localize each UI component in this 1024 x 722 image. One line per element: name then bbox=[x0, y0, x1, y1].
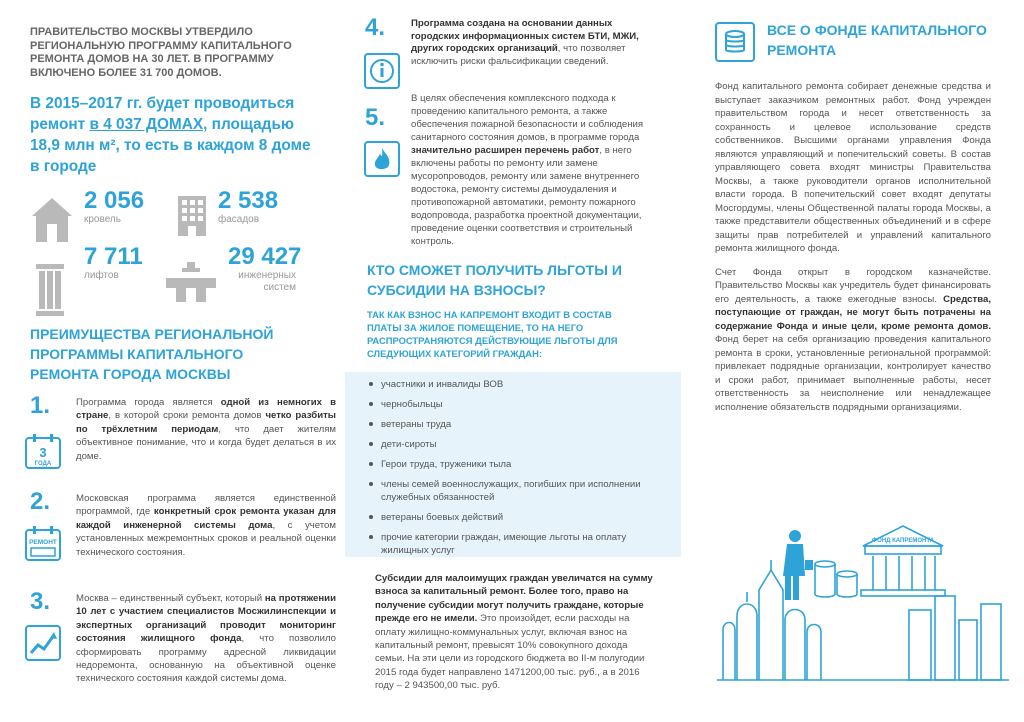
program-number-4: 4. bbox=[365, 14, 386, 41]
fund-paragraph-1: Фонд капитального ремонта собирает денежные средства и выступает заказчиком ремонтных работ. Фонд учрежден правительством города и несет ответственность за сохранность и целевое использование средств собственников. Высшими органами управления Фонда являются управляющий и попечительский советы. В состав управляющего совета входят министры Правительства Москвы, а также руководители органов исполнительной власти города. В попечительский совет входят депутаты Мосгордумы, члены Общественной палаты города Москвы, а также представители общественных объединений и в сфере защиты прав потребителей и управлений капитального ремонта жилищного фонда. bbox=[715, 81, 991, 254]
advantage-text-3: Москва – единственный субъект, который на протяжении 10 лет с участием специалистов Мосжилинспекции и экспертных организаций проводит мониторинг состояния жилищного фонда, что позволило сформировать программу адресной ликвидации недоремонта, основанную на объективной оценке технического состояния каждой системы дома. bbox=[76, 593, 336, 685]
intro-text: ПРАВИТЕЛЬСТВО МОСКВЫ УТВЕРДИЛО РЕГИОНАЛЬНУЮ ПРОГРАММУ КАПИТАЛЬНОГО РЕМОНТА ДОМОВ НА 30 ЛЕТ. В ПРОГРАММУ ВКЛЮЧЕНО БОЛЕЕ 31 700 ДОМОВ. bbox=[30, 26, 292, 79]
fund-illustration bbox=[713, 520, 1013, 700]
benefits-title: КТО СМОЖЕТ ПОЛУЧИТЬ ЛЬГОТЫ И СУБСИДИИ НА ВЗНОСЫ? bbox=[367, 262, 622, 298]
stat-lifts-number: 7 711 bbox=[84, 243, 143, 270]
svg-text:3: 3 bbox=[39, 445, 47, 460]
column-left bbox=[0, 0, 341, 722]
list-item: чернобыльцы bbox=[373, 398, 671, 411]
fund-paragraph-2: Счет Фонда открыт в городском казначействе. Правительство Москвы как учредитель будет финансировать его деятельность, а также ежегодные взносы. Средства, поступающие от граждан, не могут быть потрачены на содержание Фонда и иные цели, кроме ремонта домов. Фонд берет на себя организацию проведения капитального ремонта в сроки, установленные региональной программой: привлекает подрядные организации, контролирует качество и сроки работ, принимает выполненные работы, несет ответственность за неисполнение или ненадлежащее исполнение обязательств подрядными организациями. bbox=[715, 266, 991, 413]
list-item: члены семей военнослужащих, погибших при исполнении служебных обязанностей bbox=[373, 478, 671, 504]
list-item: прочие категории граждан, имеющие льготы на оплату жилищных услуг bbox=[373, 531, 671, 557]
list-item: ветераны боевых действий bbox=[373, 511, 671, 524]
stat-roofs bbox=[84, 188, 144, 226]
pipe-icon bbox=[162, 262, 220, 304]
benefits-list bbox=[345, 372, 681, 557]
stat-lifts bbox=[84, 244, 143, 282]
house-icon bbox=[30, 196, 74, 244]
column-right bbox=[683, 0, 1024, 722]
stat-roofs-label: кровель bbox=[84, 214, 121, 225]
building-icon bbox=[176, 194, 208, 238]
program-text-4: Программа создана на основании данных городских информационных систем БТИ, МЖИ, других городских организаций, что позволяет исключить риски фальсификации сведений. bbox=[411, 18, 639, 67]
column-icon bbox=[36, 264, 64, 316]
fund-title: ВСЕ О ФОНДЕ КАПИТАЛЬНОГО РЕМОНТА bbox=[767, 22, 987, 58]
stat-eng bbox=[228, 244, 301, 294]
stat-roofs-number: 2 056 bbox=[84, 187, 145, 214]
big-stat-part2: , площадью 18,9 млн м², то есть в каждом 8 доме в городе bbox=[30, 116, 311, 175]
program-text-5: В целях обеспечения комплексного подхода к проведению капитального ремонта, а также обеспечения пожарной безопасности и соблюдения санитарного состояния домов, в программе города значительно расширен перечень работ, в него включены работы по ремонту или замене мусоропроводов, ремонту или замене внутреннего водостока, ремонту системы дымоудаления и противопожарной автоматики, ремонту пожарного водопровода, разработка проектной документации, проведение оценки соответствия и строительный контроль. bbox=[411, 93, 644, 247]
list-item: Герои труда, труженики тыла bbox=[373, 458, 671, 471]
benefits-subtitle: ТАК КАК ВЗНОС НА КАПРЕМОНТ ВХОДИТ В СОСТАВ ПЛАТЫ ЗА ЖИЛОЕ ПОМЕЩЕНИЕ, ТО НА НЕГО РАСПРОСТРАНЯЮТСЯ ДЕЙСТВУЮЩИЕ ЛЬГОТЫ ДЛЯ СЛЕДУЮЩИХ КАТЕГОРИЙ ГРАЖДАН: bbox=[367, 309, 618, 359]
stat-facades-number: 2 538 bbox=[218, 187, 279, 214]
advantage-number-1: 1. bbox=[30, 392, 51, 419]
svg-text:ГОДА: ГОДА bbox=[34, 461, 52, 467]
fund-description bbox=[715, 80, 991, 424]
advantage-number-2: 2. bbox=[30, 488, 51, 515]
stat-eng-label: инженерных систем bbox=[238, 270, 296, 293]
list-item: ветераны труда bbox=[373, 418, 671, 431]
stat-facades-label: фасадов bbox=[218, 214, 260, 225]
advantage-text-2: Московская программа является единственной программой, где конкретный срок ремонта указан для каждой инженерной системы дома, с учетом установленных межремонтных сроков и реальной оценки технического состояния. bbox=[76, 493, 336, 558]
big-stat-part1: В 2015–2017 гг. будет проводиться ремонт bbox=[30, 95, 295, 133]
big-stat bbox=[30, 93, 315, 177]
person-figure bbox=[783, 530, 813, 600]
stat-eng-number: 29 427 bbox=[228, 243, 302, 270]
stat-lifts-label: лифтов bbox=[84, 270, 119, 281]
fire-icon bbox=[363, 140, 401, 178]
repair-calendar-icon bbox=[24, 524, 62, 562]
stat-facades bbox=[218, 188, 278, 226]
subsidy-text: Субсидии для малоимущих граждан увеличатся на сумму взноса за капитальный ремонт. Более того, право на получение субсидии могут получить граждане, которые прежде его не имели. Это произойдет, если расходы на оплату жилищно-коммунальных услуг, включая взнос на капитальный ремонт, превысят 10% совокупного дохода семьи. На эти цели из городского бюджета во II-м полугодии 2015 года будет направлено 1471200,00 тыс. руб., а в 2016 году – 2 943500,00 тыс. руб. bbox=[375, 573, 653, 692]
advantage-number-3: 3. bbox=[30, 588, 51, 615]
big-stat-houses: в 4 037 ДОМАХ bbox=[89, 116, 204, 133]
advantage-text-1: Программа города является одной из немногих в стране, в которой сроки ремонта домов четко разбиты по трёхлетним периодам, что дает жителям объективное понимание, что и когда будет делаться в их доме. bbox=[76, 397, 337, 462]
chart-trend-icon bbox=[24, 624, 62, 662]
list-item: участники и инвалиды ВОВ bbox=[373, 378, 671, 391]
coins-icon bbox=[715, 22, 755, 62]
info-icon bbox=[363, 52, 401, 90]
program-number-5: 5. bbox=[365, 104, 386, 131]
fund-building-label: ФОНД КАПРЕМОНТА bbox=[872, 538, 934, 544]
advantages-title: ПРЕИМУЩЕСТВА РЕГИОНАЛЬНОЙ ПРОГРАММЫ КАПИТАЛЬНОГО РЕМОНТА ГОРОДА МОСКВЫ bbox=[30, 326, 274, 382]
svg-text:РЕМОНТ: РЕМОНТ bbox=[29, 539, 57, 546]
list-item: дети-сироты bbox=[373, 438, 671, 451]
calendar-icon bbox=[24, 432, 62, 470]
column-middle bbox=[341, 0, 683, 722]
